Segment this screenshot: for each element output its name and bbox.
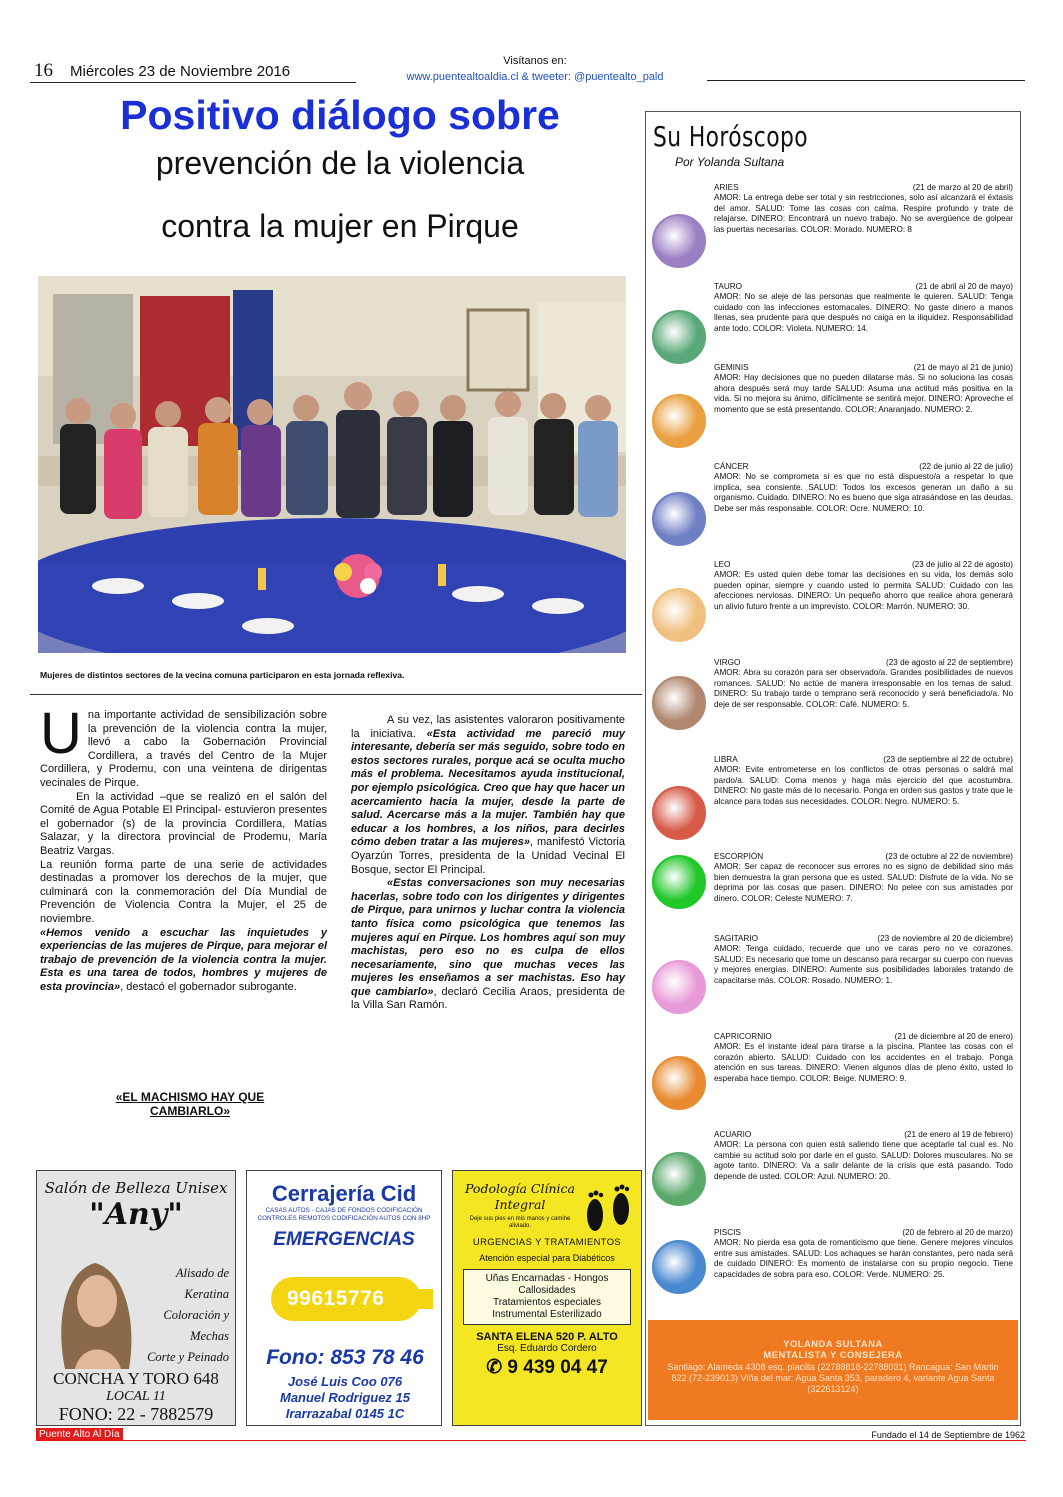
zodiac-medallion-icon	[652, 960, 706, 1014]
sign-name: LIBRA	[714, 755, 738, 764]
podiatry-diabetics: Atención especial para Diabéticos	[479, 1253, 615, 1263]
quote-attribution: , declaró Cecilia Araos, presidenta de la Villa San Ramón.	[351, 985, 625, 1012]
salon-service: Keratina	[184, 1287, 229, 1301]
website-link[interactable]: www.puentealtoaldia.cl & tweeter: @puentealto_pald	[406, 71, 664, 83]
zodiac-medallion-icon	[652, 214, 706, 268]
astrologer-contact: Santiago: Alameda 4308 esq. placilla (22788818-22788031) Rancagua: San Martin 822 (72-239013) Viña del mar: Agua Santa 353, paradero 4, variante Agua Santa (322613124)	[667, 1362, 999, 1394]
salon-title: Salón de Belleza Unisex	[44, 1179, 228, 1197]
podiatry-phone	[453, 1356, 641, 1379]
zodiac-medallion-icon	[652, 1240, 706, 1294]
zodiac-medallion-icon	[652, 1152, 706, 1206]
article-paragraph	[351, 714, 625, 877]
podiatry-urgencies: URGENCIAS Y TRATAMIENTOS	[472, 1236, 622, 1247]
locksmith-title: Cerrajería Cid	[271, 1181, 417, 1206]
sign-dates: (21 de marzo al 20 de abril)	[912, 183, 1013, 192]
sign-dates: (22 de junio al 22 de julio)	[919, 462, 1013, 471]
horoscope-byline: Por Yolanda Sultana	[675, 155, 785, 169]
header-rule-left	[30, 82, 356, 83]
article-paragraph: na importante actividad de sensibilización sobre la prevención de la violencia contra la mujer, llevó a cabo la Gobernación Provincial Cordillera, a través del Centro de la Mujer Cordillera, y Prodemu, con una veintena de dirigentas vecinales de Pirque.	[40, 709, 327, 789]
article-paragraph: La reunión forma parte de una serie de actividades destinadas a promover los derechos de la mujer, que culminará con la conmemoración del Día Mundial de Prevención de Violencia Contra la Mujer, el 25 de noviembre.	[40, 858, 327, 925]
locksmith-services: CASAS AUTOS - CAJAS DE FONDOS CODIFICACIÓN CONTROLES REMOTOS CODIFICACIÓN AUTOS CON 8HP	[257, 1207, 431, 1222]
sign-dates: (23 de agosto al 22 de septiembre)	[886, 658, 1013, 667]
sign-name: SAGITARIO	[714, 934, 758, 943]
locksmith-address: Irarrazabal 0145 1C	[285, 1406, 405, 1421]
article-paragraph	[40, 927, 327, 995]
salon-phone: FONO: 22 - 7882579	[58, 1404, 214, 1424]
sign-dates: (21 de diciembre al 20 de enero)	[894, 1032, 1013, 1041]
horoscope-title: Su Horóscopo	[653, 120, 808, 153]
quote: «Esta actividad me pareció muy interesante, debería ser más seguido, sobre todo en estos sectores rurales, porque acá se oculta mucho más el problema. Necesitamos ayuda institucional, por ejemplo psicológica. Creo que hay que hacer un acercamiento hacia la mujer, desde la parte de salud. Acercarse más a la mujer. También hay que educar a los hombres, a los niños, para decirles cómo deben tratar a las mujeres»	[351, 727, 625, 849]
section-subhead: «EL MACHISMO HAY QUE CAMBIARLO»	[115, 1090, 265, 1118]
headline-line-3: contra la mujer en Pirque	[161, 208, 519, 244]
sign-dates: (23 de noviembre al 20 de diciembre)	[877, 934, 1013, 943]
group-photo	[38, 276, 626, 653]
salon-service: Corte y Peinado	[147, 1350, 229, 1364]
zodiac-sign-entry	[714, 1228, 1013, 1280]
whatsapp-icon: ✆	[486, 1357, 503, 1378]
footprints-icon	[581, 1179, 635, 1239]
horoscope-footer	[648, 1320, 1018, 1420]
zodiac-sign-entry	[714, 1032, 1013, 1084]
locksmith-mobile: 99615776	[287, 1287, 385, 1310]
zodiac-sign-entry	[714, 560, 1013, 612]
sign-dates: (20 de febrero al 20 de marzo)	[902, 1228, 1013, 1237]
article-column-2	[351, 714, 625, 1013]
podiatry-phone-number: 9 439 04 47	[507, 1357, 608, 1378]
salon-service: Coloración y	[163, 1308, 229, 1322]
salon-services	[139, 1263, 229, 1368]
sign-dates: (23 de julio al 22 de agosto)	[911, 560, 1013, 569]
podiatry-service: Uñas Encarnadas - Hongos	[485, 1273, 609, 1284]
sign-text: AMOR: No se aleje de las personas que realmente le quieren. SALUD: Tenga cuidado con las infecciones estomacales. DINERO: No gaste dinero a manos llenas, sea prudente para que después no caiga en la iliquidez. Responsabilidad ante todo. COLOR: Violeta. NUMERO: 14.	[714, 292, 1013, 333]
ad-locksmith[interactable]	[246, 1170, 442, 1426]
astrologer-name: YOLANDA SULTANA	[783, 1338, 883, 1349]
drop-cap: U	[40, 701, 82, 766]
zodiac-medallion-icon	[652, 394, 706, 448]
zodiac-medallion-icon	[652, 786, 706, 840]
salon-local: LOCAL 11	[106, 1389, 166, 1404]
zodiac-sign-entry	[714, 1130, 1013, 1182]
sign-text: AMOR: No pierda esa gota de romanticismo que tiene. Genere mejores vínculos entre sus amistades. SALUD: Los achaques se harán constantes, pero nada será de cuidado DINERO: Es momento de instalarse con su propio negocio. Tiene capacidades de sobra para eso. COLOR: Verde. NUMERO: 25.	[714, 1238, 1013, 1279]
sign-dates: (23 de octubre al 22 de noviembre)	[885, 852, 1013, 861]
zodiac-medallion-icon	[652, 310, 706, 364]
sign-name: ACUARIO	[714, 1130, 752, 1139]
sign-dates: (21 de enero al 19 de febrero)	[904, 1130, 1013, 1139]
woman-portrait-image	[45, 1251, 145, 1369]
headline-line-2: prevención de la violencia	[155, 145, 525, 181]
podiatry-corner: Esq. Eduardo Cordero	[497, 1343, 597, 1354]
sign-text: AMOR: No se comprometa si es que no está dispuesto/a a respetar lo que implica, sea consiente. SALUD: Todos los excesos generan un daño a su organismo. Cuidado. DINERO: No es bueno que siga atrasándose en las deudas. Debe ser más responsable. COLOR: Ocre. NUMERO: 10.	[714, 472, 1013, 513]
ad-beauty-salon[interactable]	[36, 1170, 236, 1426]
salon-service: Mechas	[190, 1329, 229, 1343]
sign-text: AMOR: Ser capaz de reconocer sus errores no es signo de debilidad sino más bien demuestra la gran persona que es usted. SALUD: Disfrute de la vida. No se deprima por las cosas que pasen. DINERO: No pelee con sus amistades por dinero. COLOR: Celeste NUMERO: 7.	[714, 862, 1013, 903]
footer-publication-tag: Puente Alto Al Día	[36, 1428, 123, 1441]
sign-text: AMOR: Hay decisiones que no pueden dilatarse más. Si no soluciona las cosas ahora después será muy tarde SALUD: Asuma una actitud más positiva en la vida. Si no mejora su ánimo, difícilmente se sentirá mejor. DINERO: Aproveche el momento que se está presentando. COLOR: Anaranjado. NUMERO: 2.	[714, 373, 1013, 414]
sign-name: LEO	[714, 560, 731, 569]
podiatry-title: Podología Clínica Integral	[465, 1181, 575, 1212]
sign-text: AMOR: Es el instante ideal para tirarse a la piscina. Plantee las cosas con el corazón abierto. SALUD: Cuidado con los accidentes en el trabajo. Ponga atención en sus tareas. DINERO: Vienen algunos días de pleno éxito, usted lo esperaba hace tiempo. COLOR: Beige. NUMERO: 9.	[714, 1042, 1013, 1083]
sign-text: AMOR: La entrega debe ser total y sin restricciones, solo así alcanzará el éxtasis del amor. SALUD: Tome las cosas con calma. Respire profundo y trate de relajarse. DINERO: Encontrará un nuevo trabajo. No se avergüence de golpear las puertas necesarias. COLOR: Morado. NUMERO: 8	[714, 193, 1013, 234]
article-paragraph	[351, 877, 625, 1013]
podiatry-service: Instrumental Esterilizado	[492, 1309, 602, 1320]
sign-text: AMOR: Es usted quien debe tomar las decisiones en su vida, los demás solo pueden opinar, siempre y cuando usted lo permita SALUD: Cuidado con las afecciones nerviosas. DINERO: Un pequeño ahorro que realice ahora generará un alivio futuro frente a un imprevisto. COLOR: Marrón. NUMERO: 30.	[714, 570, 1013, 611]
zodiac-sign-entry	[714, 363, 1013, 415]
zodiac-sign-entry	[714, 755, 1013, 807]
sign-dates: (23 de septiembre al 22 de octubre)	[883, 755, 1013, 764]
zodiac-sign-entry	[714, 462, 1013, 514]
locksmith-address: José Luis Coo 076	[287, 1374, 403, 1389]
salon-name: "Any"	[89, 1197, 183, 1232]
footer-rule	[36, 1440, 1026, 1441]
sign-name: CÁNCER	[714, 462, 749, 471]
zodiac-sign-entry	[714, 658, 1013, 710]
headline: Positivo diálogo sobre	[120, 92, 560, 138]
quote: «Estas conversaciones son muy necesarias hacerlas, sobre todo con los dirigentes y dirigentes de Pirque, para unirnos y luchar contra la violencia tanto física como psicológica que tenemos las mujeres aquí en Pirque. Los hombres aquí son muy machistas, pero eso no es culpa de ellos necesariamente, sino que muchas veces las mujeres les enseñamos a ser machistas. Eso hay que cambiarlo»	[351, 877, 625, 998]
zodiac-medallion-icon	[652, 676, 706, 730]
podiatry-services	[463, 1269, 631, 1325]
salon-address: CONCHA Y TORO 648	[53, 1369, 219, 1388]
footer-founded: Fundado el 14 de Septiembre de 1962	[871, 1430, 1025, 1440]
podiatry-service: Callosidades	[518, 1285, 576, 1296]
key-blade-icon	[407, 1289, 433, 1309]
sign-name: GEMINIS	[714, 363, 749, 372]
sign-text: AMOR: Tenga cuidado, recuerde que uno ve caras pero no ve corazones. SALUD: Es necesario que tome un descanso para recargar su cuerpo con nuevas y mejores energías. DINERO: Aumente sus posibilidades laborales tratando de capacitarse más. COLOR: Rosado. NUMERO: 1.	[714, 944, 1013, 985]
quote-attribution: , destacó el gobernador subrogante.	[120, 980, 297, 993]
zodiac-sign-entry	[714, 934, 1013, 986]
quote: «Hemos venido a escuchar las inquietudes y experiencias de las mujeres de Pirque, para mejorar el trabajo de prevención de la violencia contra la mujer. Esta es una tarea de todos, hombres y mujeres de esta provincia»	[40, 926, 327, 993]
issue-date: Miércoles 23 de Noviembre 2016	[70, 63, 291, 80]
salon-service: Alisado de	[175, 1266, 229, 1280]
zodiac-medallion-icon	[652, 1056, 706, 1110]
sign-text: AMOR: La persona con quien está saliendo tiene que aceptarle tal cual es. No cambie su actitud solo por darle en el gusto. SALUD: Dolores musculares. No se agote tanto. DINERO: Va a salir delante de la crisis que está pasando. Todo depende de usted. COLOR: Azul. NUMERO: 20.	[714, 1140, 1013, 1181]
podiatry-address: SANTA ELENA 520 P. ALTO	[476, 1331, 618, 1343]
article-column-1	[40, 701, 327, 994]
sign-text: AMOR: Abra su corazón para ser observado/a. Grandes posibilidades de nuevos romances. SALUD: No actúe de manera irresponsable en los temas de salud. DINERO: Su trabajo tarde o temprano será reconocido y será beneficiado/a. No deje de ser responsable. COLOR: Café. NUMERO: 5.	[714, 668, 1013, 709]
sign-dates: (21 de mayo al 21 de junio)	[913, 363, 1013, 372]
zodiac-sign-entry	[714, 282, 1013, 334]
sign-text: AMOR: Evite entrometerse en los conflictos de otras personas o saldrá mal pardo/a. SALUD: Coma menos y haga más ejercicio del que acostumbra. DINERO: No gaste más de lo necesario. Ponga en orden sus gastos y trate que le alcance para todas sus necesidades. COLOR: Negro. NUMERO: 5.	[714, 765, 1013, 806]
sign-name: ARIES	[714, 183, 739, 192]
locksmith-phone: Fono: 853 78 46	[266, 1346, 424, 1369]
ad-podiatry[interactable]	[452, 1170, 642, 1426]
article-paragraph: En la actividad –que se realizó en el salón del Comité de Agua Potable El Principal- estuvieron presentes el gobernador (s) de la provincia Cordillera, Matías Salazar, y la directora provincial de Prodemu, María Beatriz Vargas.	[40, 790, 327, 857]
zodiac-medallion-icon	[652, 492, 706, 546]
locksmith-emergencies: EMERGENCIAS	[273, 1229, 415, 1250]
photo-caption: Mujeres de distintos sectores de la vecina comuna participaron en esta jornada reflexiva.	[40, 670, 405, 680]
sign-name: PISCIS	[714, 1228, 741, 1237]
paragraph-lead: A su vez, las asistentes valoraron positivamente la iniciativa.	[351, 714, 625, 740]
sign-name: ESCORPIÓN	[714, 852, 764, 861]
locksmith-address: Manuel Rodriguez 15	[279, 1390, 411, 1405]
sign-dates: (21 de abril al 20 de mayo)	[915, 282, 1013, 291]
sign-name: CAPRICORNIO	[714, 1032, 772, 1041]
page-number: 16	[34, 60, 53, 81]
separator-rule	[30, 694, 642, 695]
zodiac-medallion-icon	[652, 855, 706, 909]
podiatry-service: Tratamientos especiales	[492, 1297, 601, 1308]
sign-name: TAURO	[714, 282, 743, 291]
sign-name: VIRGO	[714, 658, 741, 667]
podiatry-slogan: Deje sus pies en mis manos y camine aliviado.	[469, 1216, 571, 1229]
zodiac-sign-entry	[714, 852, 1013, 904]
header-rule-right	[707, 80, 1025, 81]
zodiac-sign-entry	[714, 183, 1013, 235]
astrologer-role: MENTALISTA Y CONSEJERA	[763, 1349, 903, 1360]
zodiac-medallion-icon	[652, 588, 706, 642]
visit-label: Visítanos en:	[503, 55, 567, 67]
quote-attribution: , manifestó Victoria Oyarzún Torres, presidenta de la Unidad Vecinal El Bosque, sector El Principal.	[351, 836, 625, 876]
